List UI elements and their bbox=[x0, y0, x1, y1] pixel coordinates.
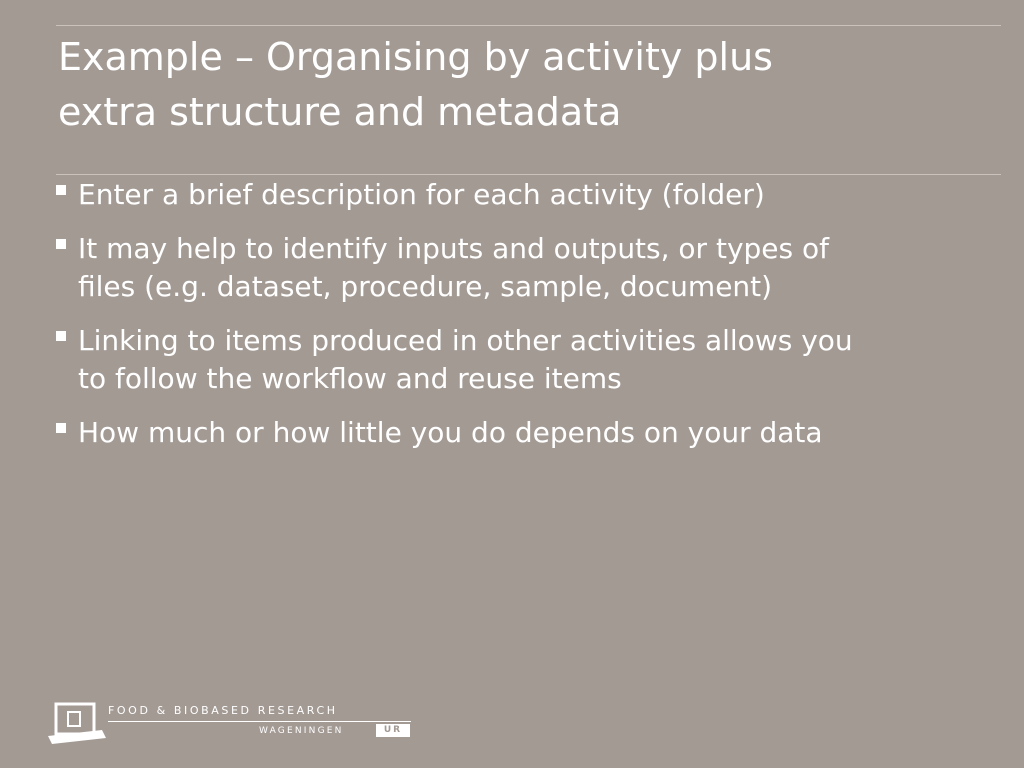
bullet-line: files (e.g. dataset, procedure, sample, document) bbox=[78, 270, 773, 303]
logo-ur-badge: UR bbox=[376, 724, 410, 737]
bullet-line: It may help to identify inputs and outputs, or types of bbox=[78, 232, 829, 265]
bullet-line: How much or how little you do depends on your data bbox=[78, 416, 823, 449]
title-divider bbox=[56, 174, 1001, 175]
logo-wordmark: WAGENINGEN bbox=[259, 726, 344, 736]
slide-title-line-2: extra structure and metadata bbox=[58, 90, 622, 134]
square-bullet-icon bbox=[56, 185, 66, 195]
square-bullet-icon bbox=[56, 239, 66, 249]
bullet-line: Linking to items produced in other activities allows you bbox=[78, 324, 853, 357]
bullet-line: to follow the workflow and reuse items bbox=[78, 362, 622, 395]
bullet-line: Enter a brief description for each activity (folder) bbox=[78, 178, 765, 211]
bullet-text bbox=[78, 230, 829, 306]
top-divider bbox=[56, 25, 1001, 26]
logo-tagline: FOOD & BIOBASED RESEARCH bbox=[108, 704, 338, 717]
slide-title-line-1: Example – Organising by activity plus bbox=[58, 35, 773, 79]
bullet-text bbox=[78, 322, 853, 398]
logo-divider bbox=[108, 721, 411, 722]
bullet-text bbox=[78, 414, 823, 452]
square-bullet-icon bbox=[56, 331, 66, 341]
bullet-text bbox=[78, 176, 765, 214]
wageningen-emblem-icon bbox=[46, 700, 108, 746]
square-bullet-icon bbox=[56, 423, 66, 433]
slide-title bbox=[58, 30, 958, 140]
wageningen-logo bbox=[46, 700, 416, 748]
